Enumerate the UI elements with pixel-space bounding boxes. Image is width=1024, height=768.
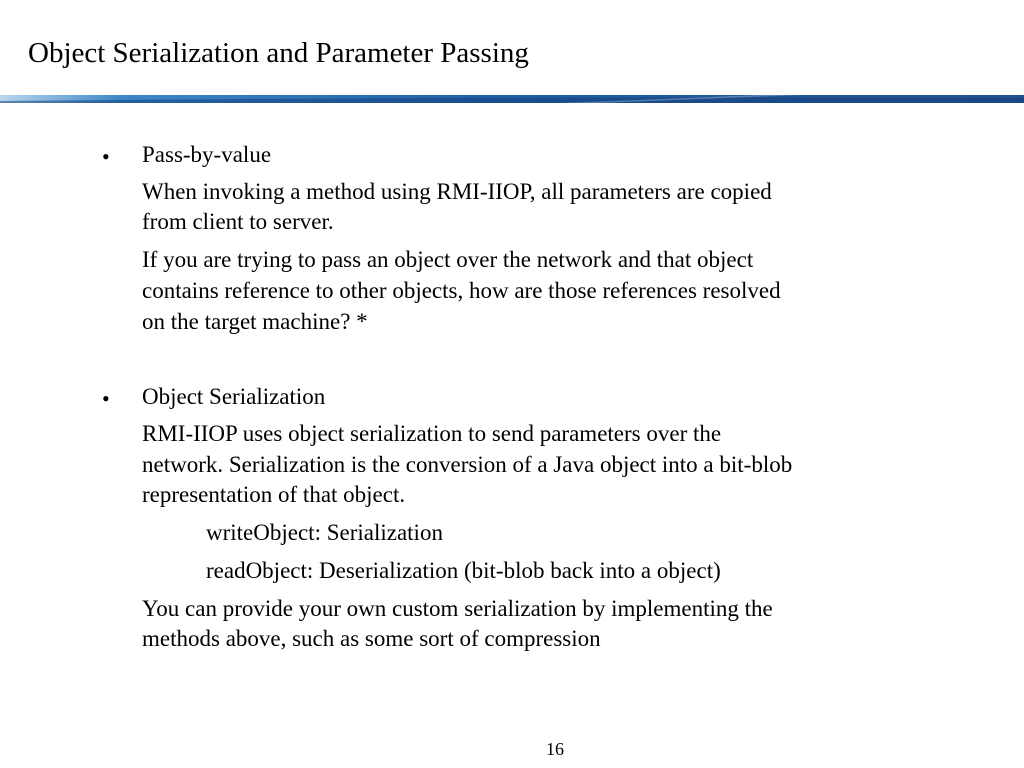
paragraph-line: contains reference to other objects, how are those references resolved: [142, 278, 781, 303]
bullet-heading-pass-by-value: Pass-by-value: [142, 142, 272, 167]
paragraph-line: network. Serialization is the conversion of a Java object into a bit-blob: [142, 452, 793, 477]
paragraph-line: from client to server.: [142, 209, 334, 234]
bullet-marker: •: [102, 386, 110, 411]
paragraph-line: If you are trying to pass an object over the network and that object: [142, 247, 754, 272]
page-number: 16: [546, 739, 564, 759]
paragraph-line: When invoking a method using RMI-IIOP, all parameters are copied: [142, 179, 772, 204]
paragraph-line: RMI-IIOP uses object serialization to send parameters over the: [142, 421, 722, 446]
slide-title: Object Serialization and Parameter Passing: [28, 37, 529, 69]
bullet-heading-object-serialization: Object Serialization: [142, 384, 326, 409]
sub-item-read-object: readObject: Deserialization (bit-blob back into a object): [206, 558, 721, 583]
sub-item-write-object: writeObject: Serialization: [206, 520, 443, 545]
paragraph-line: on the target machine? *: [142, 309, 368, 334]
paragraph-line: You can provide your own custom serialization by implementing the: [142, 596, 773, 621]
paragraph-line: representation of that object.: [142, 482, 406, 507]
paragraph-line: methods above, such as some sort of compression: [142, 626, 601, 651]
bullet-marker: •: [102, 144, 110, 169]
